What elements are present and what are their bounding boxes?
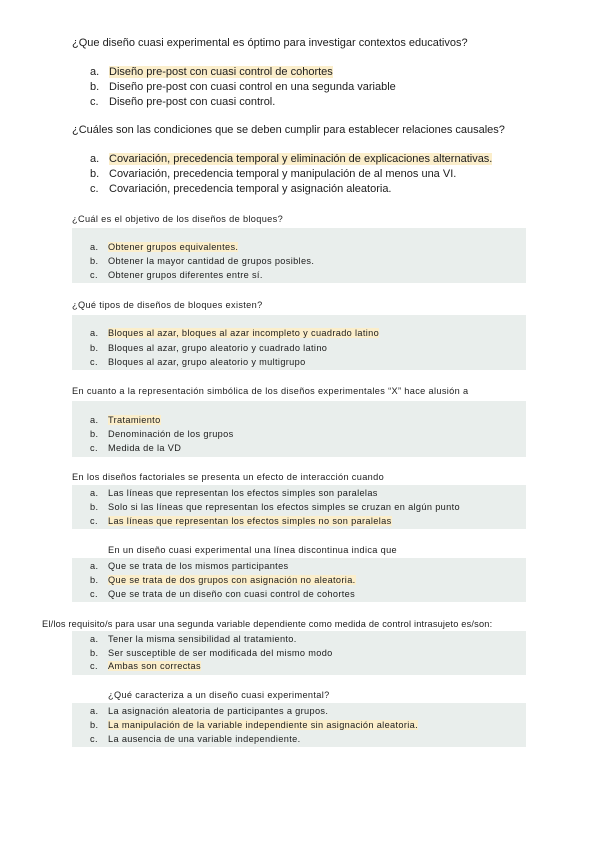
question-9-text: ¿Qué caracteriza a un diseño cuasi experimental?	[108, 690, 330, 700]
option-letter: c.	[90, 661, 98, 671]
question-7-option-c[interactable]	[90, 589, 355, 599]
option-letter: a.	[90, 66, 100, 78]
question-2-option-a[interactable]	[90, 153, 492, 165]
option-text: Diseño pre-post con cuasi control de cohortes	[109, 66, 333, 78]
option-letter: c.	[90, 270, 98, 280]
question-6-option-b[interactable]	[90, 502, 460, 512]
question-1-option-c[interactable]	[90, 96, 275, 108]
question-4-text: ¿Qué tipos de diseños de bloques existen?	[72, 300, 263, 310]
option-text: Bloques al azar, bloques al azar incompleto y cuadrado latino	[108, 328, 380, 338]
option-letter: c.	[90, 589, 98, 599]
question-4-option-c[interactable]	[90, 357, 306, 367]
option-letter: a.	[90, 561, 99, 571]
question-5-option-c[interactable]	[90, 443, 181, 453]
question-7-option-b[interactable]	[90, 575, 356, 585]
question-3-option-b[interactable]	[90, 256, 314, 266]
option-letter: c.	[90, 516, 98, 526]
question-4-option-b[interactable]	[90, 343, 327, 353]
question-2-option-b[interactable]	[90, 168, 456, 180]
option-text: La ausencia de una variable independiente.	[108, 734, 301, 744]
option-letter: a.	[90, 415, 99, 425]
question-8-option-c[interactable]	[90, 661, 201, 671]
question-9-option-b[interactable]	[90, 720, 418, 730]
option-text: Que se trata de los mismos participantes	[108, 561, 289, 571]
question-8-option-b[interactable]	[90, 648, 333, 658]
question-1-option-a[interactable]	[90, 66, 333, 78]
option-text: Diseño pre-post con cuasi control.	[109, 96, 276, 108]
option-text: Covariación, precedencia temporal y manipulación de al menos una VI.	[109, 168, 457, 180]
question-1-option-b[interactable]	[90, 81, 396, 93]
option-text: La asignación aleatoria de participantes a grupos.	[108, 706, 329, 716]
option-text: Las líneas que representan los efectos simples no son paralelas	[108, 516, 392, 526]
option-text: Obtener la mayor cantidad de grupos posibles.	[108, 256, 315, 266]
question-7-option-a[interactable]	[90, 561, 288, 571]
question-6-option-c[interactable]	[90, 516, 392, 526]
question-6-option-a[interactable]	[90, 488, 378, 498]
question-5-option-a[interactable]	[90, 415, 161, 425]
option-letter: b.	[90, 168, 100, 180]
question-6-text: En los diseños factoriales se presenta un efecto de interacción cuando	[72, 472, 385, 482]
option-letter: b.	[90, 502, 99, 512]
option-letter: c.	[90, 443, 98, 453]
option-letter: b.	[90, 575, 99, 585]
option-text: Denominación de los grupos	[108, 429, 234, 439]
option-text: Obtener grupos diferentes entre sí.	[108, 270, 263, 280]
option-letter: a.	[90, 634, 99, 644]
option-text: La manipulación de la variable independiente sin asignación aleatoria.	[108, 720, 419, 730]
option-text: Diseño pre-post con cuasi control en una segunda variable	[109, 81, 396, 93]
question-3-option-c[interactable]	[90, 270, 263, 280]
question-3-option-a[interactable]	[90, 242, 238, 252]
option-letter: a.	[90, 328, 99, 338]
question-2-text: ¿Cuáles son las condiciones que se deben cumplir para establecer relaciones causales?	[72, 124, 505, 136]
question-4-option-a[interactable]	[90, 328, 379, 338]
option-text: Bloques al azar, grupo aleatorio y multigrupo	[108, 357, 306, 367]
option-text: Tener la misma sensibilidad al tratamiento.	[108, 634, 297, 644]
option-text: Que se trata de dos grupos con asignación no aleatoria.	[108, 575, 356, 585]
option-text: Bloques al azar, grupo aleatorio y cuadrado latino	[108, 343, 328, 353]
question-8-text: El/los requisito/s para usar una segunda variable dependiente como medida de control intrasujeto es/son:	[42, 619, 493, 629]
question-5-option-b[interactable]	[90, 429, 234, 439]
option-letter: b.	[90, 429, 99, 439]
option-letter: b.	[90, 720, 99, 730]
question-1-text: ¿Que diseño cuasi experimental es óptimo para investigar contextos educativos?	[72, 37, 468, 49]
option-letter: b.	[90, 648, 99, 658]
option-letter: b.	[90, 81, 100, 93]
question-9-option-c[interactable]	[90, 734, 300, 744]
option-text: Ser susceptible de ser modificada del mismo modo	[108, 648, 333, 658]
option-letter: c.	[90, 734, 98, 744]
question-5-text: En cuanto a la representación simbólica de los diseños experimentales “X” hace alusión a	[72, 386, 469, 396]
question-2-option-c[interactable]	[90, 183, 392, 195]
option-text: Tratamiento	[108, 415, 161, 425]
option-letter: c.	[90, 357, 98, 367]
option-letter: c.	[90, 183, 99, 195]
option-text: Covariación, precedencia temporal y eliminación de explicaciones alternativas.	[109, 153, 493, 165]
option-text: Solo si las líneas que representan los efectos simples se cruzan en algún punto	[108, 502, 460, 512]
question-3-text: ¿Cuál es el objetivo de los diseños de bloques?	[72, 214, 284, 224]
option-letter: b.	[90, 343, 99, 353]
question-9-option-a[interactable]	[90, 706, 328, 716]
option-text: Covariación, precedencia temporal y asignación aleatoria.	[109, 183, 392, 195]
option-text: Medida de la VD	[108, 443, 182, 453]
option-letter: a.	[90, 488, 99, 498]
option-letter: a.	[90, 242, 99, 252]
option-letter: c.	[90, 96, 99, 108]
question-7-text: En un diseño cuasi experimental una línea discontinua indica que	[108, 545, 398, 555]
option-text: Ambas son correctas	[108, 661, 201, 671]
option-letter: b.	[90, 256, 99, 266]
option-text: Las líneas que representan los efectos simples son paralelas	[108, 488, 378, 498]
option-letter: a.	[90, 153, 100, 165]
question-8-option-a[interactable]	[90, 634, 297, 644]
option-letter: a.	[90, 706, 99, 716]
option-text: Que se trata de un diseño con cuasi control de cohortes	[108, 589, 356, 599]
option-text: Obtener grupos equivalentes.	[108, 242, 239, 252]
